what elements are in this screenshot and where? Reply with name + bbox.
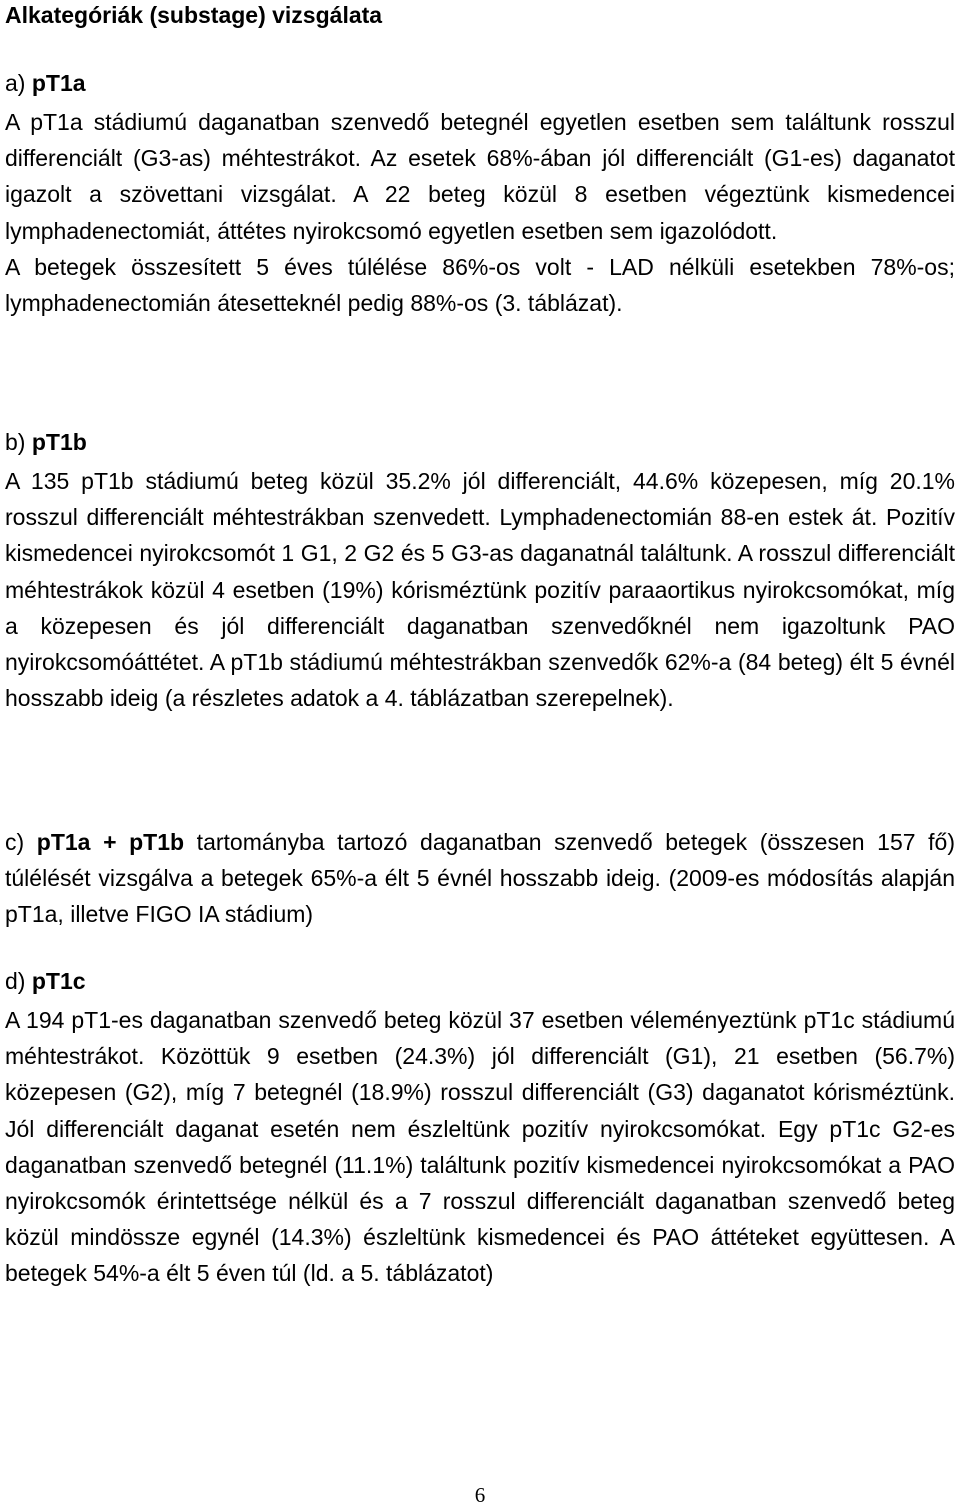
section-paragraph: A 194 pT1-es daganatban szenvedő beteg közül 37 esetben véleményeztünk pT1c stádiumú méhtestrákot. Közöttük 9 esetben (24.3%) jól differenciált (G1), 21 esetben (56.7%) közepesen (G2), míg 7 betegnél (18.9%) rosszul differenciált (G3) daganatot kórisméztünk. Jól differenciált daganat esetén nem észleltünk pozitív nyirokcsomókat. Egy pT1c G2-es daganatban szenvedő betegnél (11.1%) találtunk pozitív kismedencei nyirokcsomókat a PAO nyirokcsomók érintettsége nélkül és a 7 rosszul differenciált daganatban szenvedő beteg közül mindössze egynél (14.3%) észleltünk kismedencei és PAO áttéteket együttesen. A betegek 54%-a élt 5 éven túl (ld. a 5. táblázatot) — [5, 1007, 955, 1287]
section-pt1b — [5, 427, 955, 716]
section-label: pT1b — [31, 429, 87, 455]
section-pt1c — [5, 966, 955, 1292]
page-number: 6 — [474, 1483, 486, 1507]
section-paragraph — [5, 824, 955, 933]
section-paragraph: A pT1a stádiumú daganatban szenvedő betegnél egyetlen esetben sem találtunk rosszul differenciált (G3-as) méhtestrákot. Az esetek 68%-ában jól differenciált (G1-es) daganatot igazolt a szövettani vizsgálat. A 22 beteg közül 8 esetben végeztünk kismedencei lymphadenectomiát, áttétes nyirokcsomó egyetlen esetben sem igazolódott. — [5, 109, 955, 244]
section-pt1a-pt1b — [5, 824, 955, 933]
section-prefix: c) — [5, 829, 37, 855]
section-inline-text: tartományba tartozó daganatban szenvedő betegek (összesen 157 fő) túlélését vizsgálva a betegek 65%-a élt 5 évnél hosszabb ideig. (2009-es módosítás alapján pT1a, illetve FIGO IA stádium) — [5, 829, 955, 928]
page-title: Alkategóriák (substage) vizsgálata — [5, 2, 383, 28]
section-label: pT1a + pT1b — [36, 829, 185, 855]
section-paragraph: A betegek összesített 5 éves túlélése 86%-os volt - LAD nélküli esetekben 78%-os; lymphadenectomián átesetteknél pedig 88%-os (3. táblázat). — [5, 253, 955, 317]
section-label: pT1c — [31, 968, 86, 994]
section-prefix: a) — [5, 70, 32, 96]
section-label: pT1a — [31, 70, 86, 96]
document-page — [5, 0, 955, 1287]
section-prefix: d) — [5, 968, 32, 994]
section-heading — [5, 68, 955, 104]
section-heading — [5, 966, 955, 1002]
section-prefix: b) — [5, 429, 32, 455]
section-pt1a — [5, 68, 955, 321]
section-heading — [5, 427, 955, 463]
section-paragraph: A 135 pT1b stádiumú beteg közül 35.2% jól differenciált, 44.6% közepesen, míg 20.1% rosszul differenciált méhtestrákban szenvedett. Lymphadenectomián 88-en estek át. Pozitív kismedencei nyirokcsomót 1 G1, 2 G2 és 5 G3-as daganatnál találtunk. A rosszul differenciált méhtestrákok közül 4 esetben (19%) kórisméztünk pozitív paraaortikus nyirokcsomókat, míg a közepesen és jól differenciált daganatban szenvedőknél nem igazoltunk PAO nyirokcsomóáttétet. A pT1b stádiumú méhtestrákban szenvedők 62%-a (84 beteg) élt 5 évnél hosszabb ideig (a részletes adatok a 4. táblázatban szerepelnek). — [5, 468, 955, 712]
